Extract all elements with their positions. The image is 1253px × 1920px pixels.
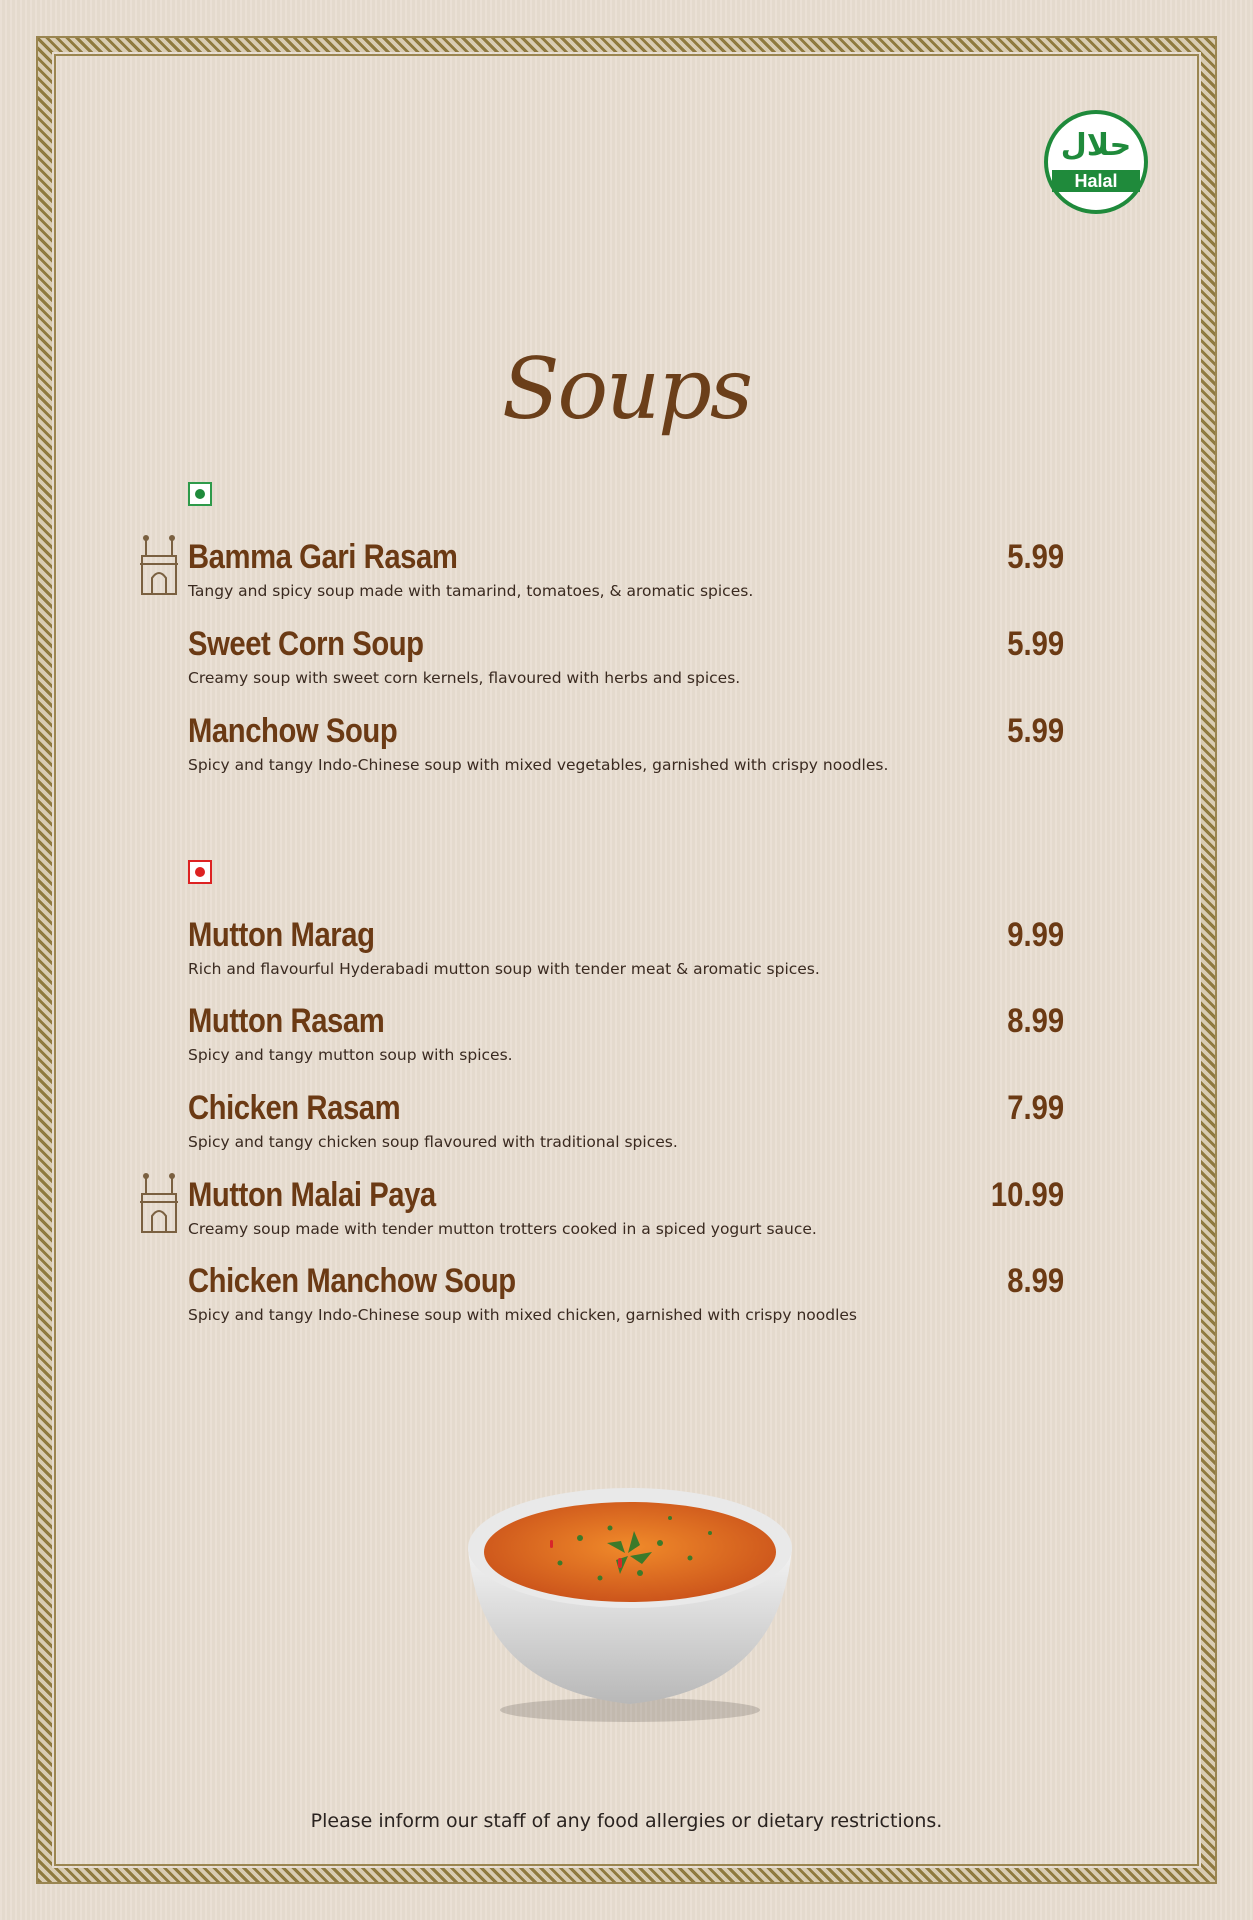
halal-label: Halal	[1052, 170, 1140, 192]
item-description: Creamy soup with sweet corn kernels, flavoured with herbs and spices.	[188, 669, 741, 687]
non-veg-icon	[188, 860, 212, 884]
item-description: Creamy soup made with tender mutton trotters cooked in a spiced yogurt sauce.	[188, 1220, 817, 1238]
item-description: Spicy and tangy Indo-Chinese soup with mixed chicken, garnished with crispy noodles	[188, 1306, 857, 1324]
item-name: Mutton Rasam	[188, 1002, 385, 1040]
item-name: Bamma Gari Rasam	[188, 538, 458, 576]
item-price: 10.99	[990, 1176, 1064, 1214]
item-price: 7.99	[1007, 1089, 1064, 1127]
item-price: 5.99	[1007, 538, 1064, 576]
item-name: Sweet Corn Soup	[188, 625, 424, 663]
item-description: Spicy and tangy mutton soup with spices.	[188, 1046, 513, 1064]
veg-icon	[188, 482, 212, 506]
item-price: 5.99	[1007, 712, 1064, 750]
item-description: Spicy and tangy chicken soup flavoured with traditional spices.	[188, 1133, 678, 1151]
item-name: Chicken Rasam	[188, 1089, 401, 1127]
item-name: Manchow Soup	[188, 712, 398, 750]
charminar-icon	[138, 1172, 180, 1234]
item-name: Mutton Malai Paya	[188, 1176, 436, 1214]
item-price: 5.99	[1007, 625, 1064, 663]
allergy-note: Please inform our staff of any food allergies or dietary restrictions.	[310, 1810, 943, 1832]
item-name: Chicken Manchow Soup	[188, 1262, 516, 1300]
soup-bowl-image	[460, 1448, 800, 1728]
charminar-icon	[138, 534, 180, 596]
page-title: Soups	[501, 340, 752, 438]
item-description: Tangy and spicy soup made with tamarind, tomatoes, & aromatic spices.	[188, 582, 754, 600]
item-price: 8.99	[1007, 1262, 1064, 1300]
item-description: Spicy and tangy Indo-Chinese soup with mixed vegetables, garnished with crispy noodles.	[188, 756, 889, 774]
halal-arabic-text: حلال	[1060, 128, 1132, 163]
item-price: 8.99	[1007, 1002, 1064, 1040]
item-name: Mutton Marag	[188, 916, 375, 954]
halal-badge	[1044, 110, 1148, 214]
item-price: 9.99	[1007, 916, 1064, 954]
item-description: Rich and flavourful Hyderabadi mutton soup with tender meat & aromatic spices.	[188, 960, 820, 978]
